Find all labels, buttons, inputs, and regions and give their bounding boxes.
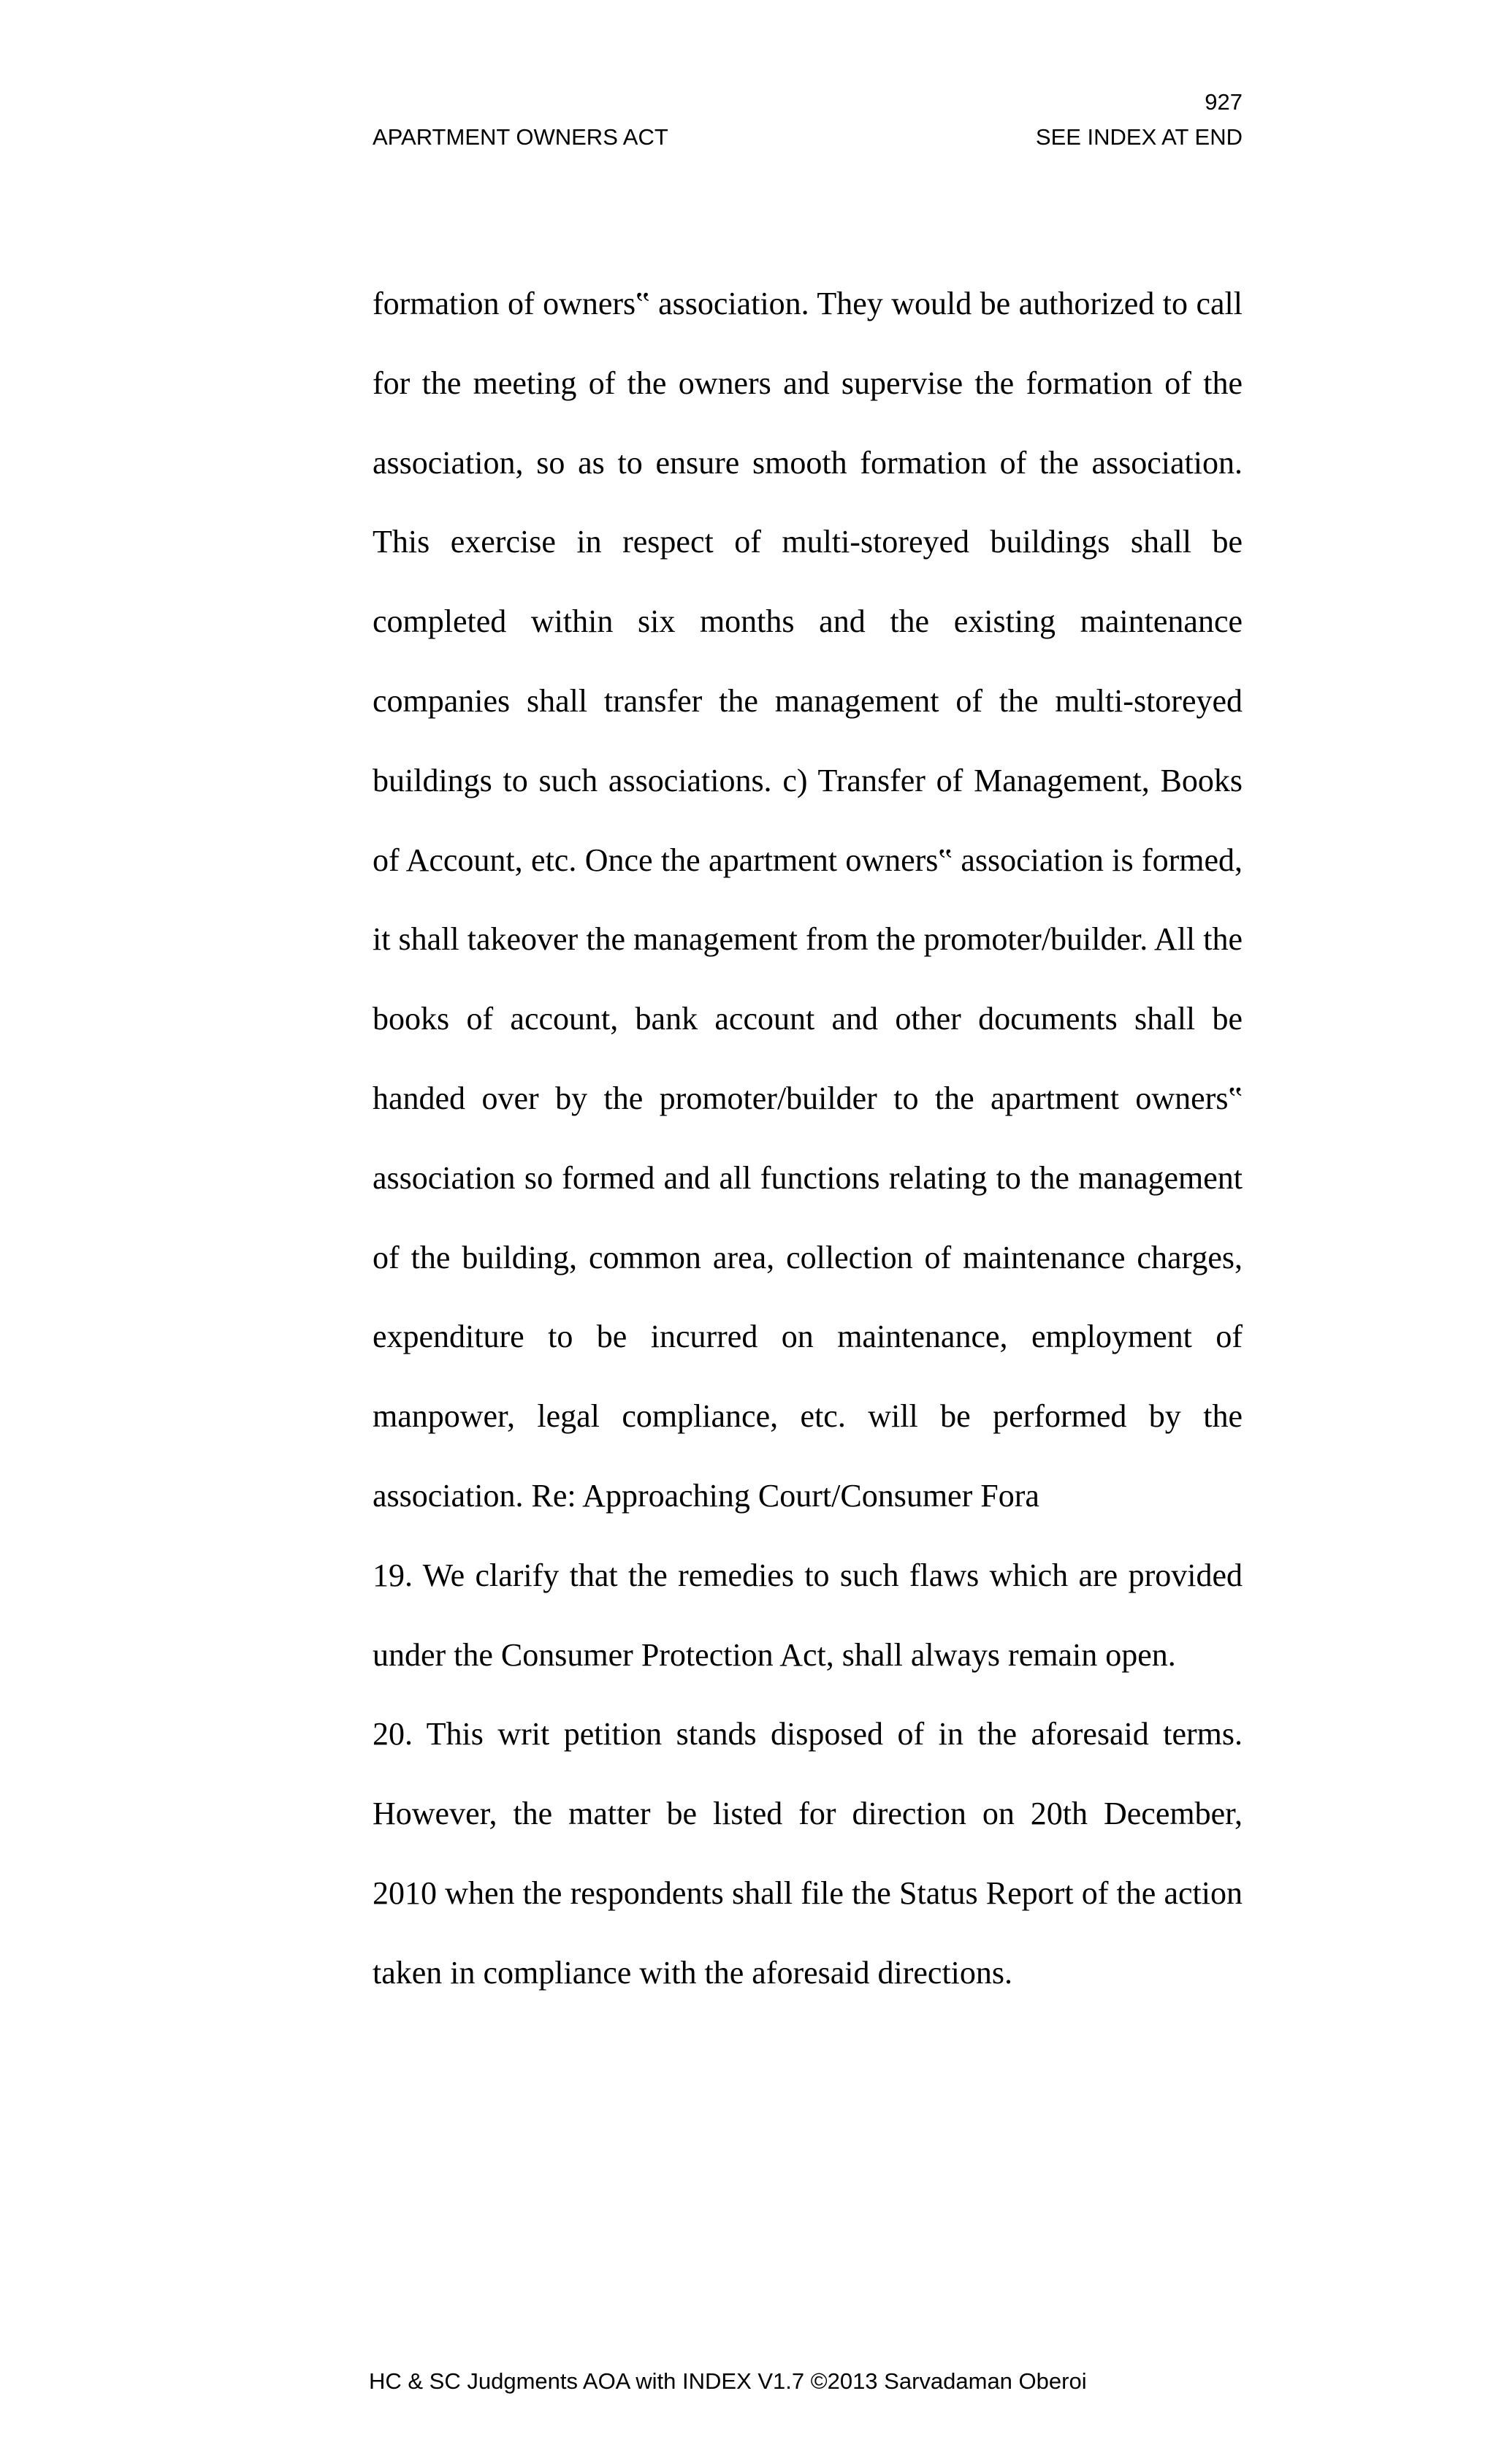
page-number: 927 bbox=[1205, 89, 1243, 115]
running-header-title: APARTMENT OWNERS ACT bbox=[373, 124, 668, 150]
page-footer: HC & SC Judgments AOA with INDEX V1.7 ©2013 Sarvadaman Oberoi bbox=[369, 2368, 1087, 2394]
judgment-body bbox=[373, 264, 1243, 2013]
paragraph-association-formation: formation of owners‟ association. They would be authorized to call for the meeting of the owners and supervise the formation of the association, so as to ensure smooth formation of the association. This exercise in respect of multi-storeyed buildings shall be completed within six months and the existing maintenance companies shall transfer the management of the multi-storeyed buildings to such associations. c) Transfer of Management, Books of Account, etc. Once the apartment owners‟ association is formed, it shall takeover the management from the promoter/builder. All the books of account, bank account and other documents shall be handed over by the promoter/builder to the apartment owners‟ association so formed and all functions relating to the management of the building, common area, collection of maintenance charges, expenditure to be incurred on maintenance, employment of manpower, legal compliance, etc. will be performed by the association. Re: Approaching Court/Consumer Fora bbox=[373, 286, 1243, 1514]
paragraph-19: 19. We clarify that the remedies to such flaws which are provided under the Consumer Protection Act, shall always remain open. bbox=[373, 1557, 1243, 1673]
running-header-index-note: SEE INDEX AT END bbox=[1035, 124, 1243, 150]
paragraph-20: 20. This writ petition stands disposed of in the aforesaid terms. However, the matter be listed for direction on 20th December, 2010 when the respondents shall file the Status Report of the action taken in compliance with the aforesaid directions. bbox=[373, 1716, 1243, 1991]
